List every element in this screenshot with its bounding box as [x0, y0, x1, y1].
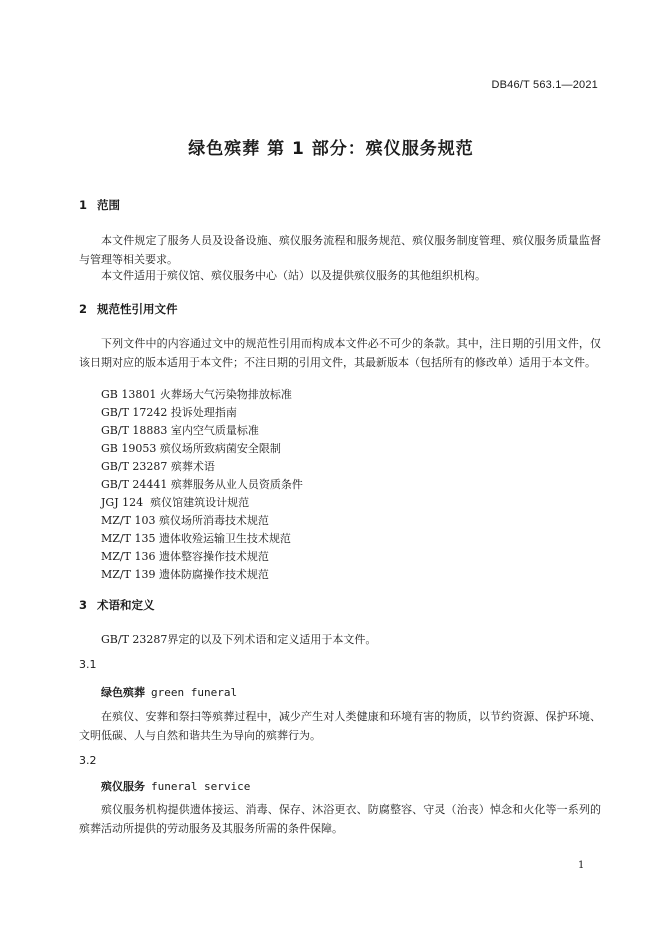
reference-item: GB/T 24441 殡葬服务从业人员资质条件: [101, 478, 303, 491]
term-cn: 殡仪服务: [101, 780, 145, 793]
section-title: 规范性引用文件: [97, 302, 178, 316]
term-heading-green-funeral: [101, 684, 237, 700]
scope-paragraph-1: 本文件规定了服务人员及设备设施、殡仪服务流程和服务规范、殡仪服务制度管理、殡仪服务质量监督与管理等相关要求。: [79, 234, 601, 266]
section-heading-references: [79, 301, 178, 317]
reference-item: GB 13801 火葬场大气污染物排放标准: [101, 388, 292, 401]
terms-intro: GB/T 23287界定的以及下列术语和定义适用于本文件。: [101, 633, 377, 646]
section-number: 1: [79, 198, 88, 212]
document-title: 绿色殡葬 第 1 部分：殡仪服务规范: [188, 139, 474, 159]
reference-list: [101, 386, 303, 584]
reference-item: MZ/T 135 遗体收殓运输卫生技术规范: [101, 532, 291, 545]
section-title: 范围: [97, 198, 120, 212]
reference-item: MZ/T 136 遗体整容操作技术规范: [101, 550, 269, 563]
term-cn: 绿色殡葬: [101, 686, 145, 699]
term-number: 3.2: [79, 754, 97, 767]
section-heading-scope: [79, 197, 120, 213]
reference-item: GB/T 23287 殡葬术语: [101, 460, 215, 473]
term-definition: 殡仪服务机构提供遗体接运、消毒、保存、沐浴更衣、防腐整容、守灵（治丧）悼念和火化等一系列的殡葬活动所提供的劳动服务及其服务所需的条件保障。: [79, 803, 601, 835]
scope-paragraph-2: 本文件适用于殡仪馆、殡仪服务中心（站）以及提供殡仪服务的其他组织机构。: [101, 269, 486, 282]
references-intro: 下列文件中的内容通过文中的规范性引用而构成本文件必不可少的条款。其中，注日期的引用文件，仅该日期对应的版本适用于本文件；不注日期的引用文件，其最新版本（包括所有的修改单）适用于本文件。: [79, 337, 601, 369]
reference-item: GB 19053 殡仪场所致病菌安全限制: [101, 442, 281, 455]
reference-item: MZ/T 139 遗体防腐操作技术规范: [101, 568, 269, 581]
document-number: DB46/T 563.1—2021: [491, 79, 598, 91]
reference-item: GB/T 18883 室内空气质量标准: [101, 424, 259, 437]
reference-item: JGJ 124 殡仪馆建筑设计规范: [101, 496, 250, 509]
term-heading-funeral-service: [101, 778, 250, 794]
page-number: 1: [578, 860, 585, 871]
reference-item: MZ/T 103 殡仪场所消毒技术规范: [101, 514, 269, 527]
term-number: 3.1: [79, 658, 97, 671]
reference-item: GB/T 17242 投诉处理指南: [101, 406, 237, 419]
term-en: funeral service: [151, 780, 251, 793]
section-number: 3: [79, 598, 88, 612]
term-definition: 在殡仪、安葬和祭扫等殡葬过程中，减少产生对人类健康和环境有害的物质，以节约资源、保护环境、文明低碳、人与自然和谐共生为导向的殡葬行为。: [79, 710, 601, 742]
section-heading-terms: [79, 597, 155, 613]
term-en: green funeral: [151, 686, 238, 699]
section-number: 2: [79, 302, 88, 316]
section-title: 术语和定义: [97, 598, 155, 612]
